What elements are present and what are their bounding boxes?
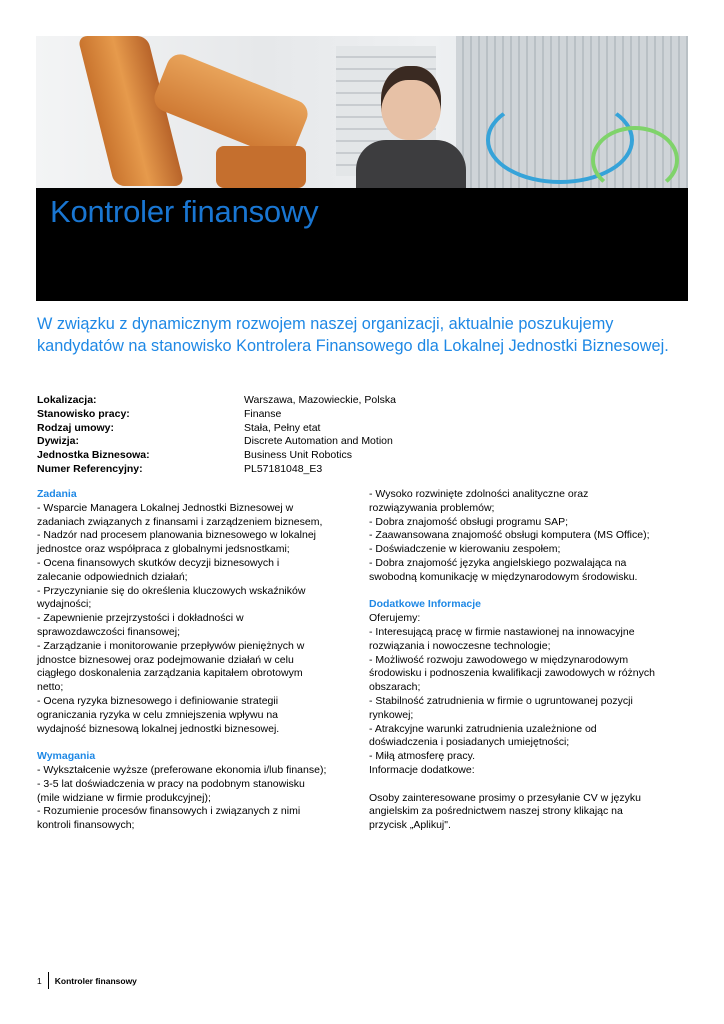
title-banner bbox=[36, 188, 688, 301]
text-line: - Atrakcyjne warunki zatrudnienia uzależnione od bbox=[369, 722, 597, 735]
text-line: sprawozdawczości finansowej; bbox=[37, 625, 180, 638]
text-line: angielskim za pośrednictwem naszej strony klikając na bbox=[369, 805, 623, 818]
text-line: rozwiązania i nowoczesne technologie; bbox=[369, 639, 551, 652]
robot-arm-joint bbox=[216, 146, 306, 188]
text-line: - Interesującą pracę w firmie nastawionej na innowacyjne bbox=[369, 625, 635, 638]
text-line: rozwiązywania problemów; bbox=[369, 501, 495, 514]
engineer-body bbox=[356, 140, 466, 188]
text-line: - Nadzór nad procesem planowania biznesowego w lokalnej bbox=[37, 529, 316, 542]
text-line: przycisk „Aplikuj". bbox=[369, 819, 451, 832]
detail-value: Discrete Automation and Motion bbox=[244, 435, 393, 448]
detail-value: Business Unit Robotics bbox=[244, 449, 352, 462]
footer-title: Kontroler finansowy bbox=[54, 975, 137, 986]
wymagania-list bbox=[37, 764, 349, 833]
text-line: wydajność biznesową lokalnej jednostki biznesowej. bbox=[37, 722, 280, 735]
detail-value: Finanse bbox=[244, 407, 282, 420]
wymagania-continued-list bbox=[369, 488, 689, 585]
detail-row bbox=[37, 463, 677, 477]
text-line: - Doświadczenie w kierowaniu zespołem; bbox=[369, 543, 561, 556]
text-line: (mile widziane w firmie produkcyjnej); bbox=[37, 791, 211, 804]
detail-row bbox=[37, 422, 677, 436]
text-line: - Rozumienie procesów finansowych i związanych z nimi bbox=[37, 805, 301, 818]
footer-divider bbox=[48, 972, 49, 989]
detail-label: Lokalizacja: bbox=[37, 394, 97, 406]
text-line: - Miłą atmosferę pracy. bbox=[369, 750, 475, 763]
text-line: - Stabilność zatrudnienia w firmie o ugruntowanej pozycji bbox=[369, 694, 633, 707]
text-line: - 3-5 lat doświadczenia w pracy na podobnym stanowisku bbox=[37, 777, 305, 790]
left-column bbox=[37, 488, 349, 833]
detail-value: Warszawa, Mazowieckie, Polska bbox=[244, 394, 396, 406]
closing-paragraph bbox=[369, 792, 689, 833]
detail-value: Stała, Pełny etat bbox=[244, 421, 321, 434]
engineer-head bbox=[381, 66, 441, 140]
text-line: jednostce oraz współpraca z globalnymi jedsnostkami; bbox=[37, 543, 290, 556]
text-line: doświadczenia i posiadanych umiejętności; bbox=[369, 736, 570, 749]
detail-value: PL57181048_E3 bbox=[244, 462, 323, 475]
text-line: - Zaawansowana znajomość obsługi komputera (MS Office); bbox=[369, 529, 650, 542]
text-line: - Dobra znajomość języka angielskiego pozwalająca na bbox=[369, 556, 627, 569]
text-line: - Zarządzanie i monitorowanie przepływów pieniężnych w bbox=[37, 639, 305, 652]
text-line: - Dobra znajomość obsługi programu SAP; bbox=[369, 515, 569, 528]
text-line: Osoby zainteresowane prosimy o przesyłanie CV w języku bbox=[369, 791, 641, 804]
text-line: kontroli finansowych; bbox=[37, 819, 135, 832]
page-title: Kontroler finansowy bbox=[50, 194, 319, 229]
text-line: ograniczania ryzyka w celu zmniejszenia wpływu na bbox=[37, 708, 279, 721]
detail-label: Stanowisko pracy: bbox=[37, 407, 130, 420]
text-line: Oferujemy: bbox=[369, 612, 421, 625]
detail-label: Numer Referencyjny: bbox=[37, 462, 143, 475]
text-line: rynkowej; bbox=[369, 708, 414, 721]
text-line: wydajności; bbox=[37, 598, 92, 611]
detail-label: Jednostka Biznesowa: bbox=[37, 449, 150, 462]
intro-paragraph: W związku z dynamicznym rozwojem naszej organizacji, aktualnie poszukujemy kandydatów na stanowisko Kontrolera Finansowego dla Lokalnej Jednostki Biznesowej. bbox=[37, 315, 669, 355]
text-line: netto; bbox=[37, 681, 64, 694]
text-line: - Przyczynianie się do określenia kluczowych wskaźników bbox=[37, 584, 306, 597]
dodatkowe-list bbox=[369, 612, 689, 778]
hero-photo bbox=[36, 36, 688, 188]
zadania-heading: Zadania bbox=[37, 488, 77, 500]
text-line: - Możliwość rozwoju zawodowego w międzynarodowym bbox=[369, 653, 629, 666]
zadania-list bbox=[37, 502, 349, 737]
right-column bbox=[369, 488, 689, 833]
wymagania-heading: Wymagania bbox=[37, 750, 96, 763]
dodatkowe-heading: Dodatkowe Informacje bbox=[369, 598, 482, 611]
detail-row bbox=[37, 449, 677, 463]
text-line: - Zapewnienie przejrzystości i dokładności w bbox=[37, 612, 244, 625]
text-line: - Ocena ryzyka biznesowego i definiowanie strategii bbox=[37, 694, 279, 707]
detail-row bbox=[37, 394, 677, 408]
text-line: obszarach; bbox=[369, 681, 421, 694]
text-line: środowisku i podnoszenia kwalifikacji zawodowych w różnych bbox=[369, 667, 655, 680]
text-line: - Wykształcenie wyższe (preferowane ekonomia i/lub finanse); bbox=[37, 763, 327, 776]
text-line: zalecanie odpowiednich działań; bbox=[37, 570, 188, 583]
text-line: - Wsparcie Managera Lokalnej Jednostki Biznesowej w bbox=[37, 501, 294, 514]
job-details bbox=[37, 394, 677, 477]
text-line: zadaniach związanych z finansami i zarządzeniem biznesem, bbox=[37, 515, 323, 528]
green-cable bbox=[591, 126, 679, 188]
detail-row bbox=[37, 408, 677, 422]
text-line: - Ocena finansowych skutków decyzji biznesowych i bbox=[37, 556, 280, 569]
text-line: ciągłego doskonalenia zarządzania kapitałem obrotowym bbox=[37, 667, 303, 680]
page-number: 1 bbox=[37, 975, 42, 986]
text-line: Informacje dodatkowe: bbox=[369, 763, 475, 776]
detail-label: Rodzaj umowy: bbox=[37, 421, 115, 434]
page-footer bbox=[37, 972, 137, 989]
text-line: jdnostce biznesowej oraz podejmowanie działań w celu bbox=[37, 653, 294, 666]
detail-row bbox=[37, 435, 677, 449]
detail-label: Dywizja: bbox=[37, 435, 80, 448]
text-line: - Wysoko rozwinięte zdolności analityczne oraz bbox=[369, 488, 589, 500]
text-line: swobodną komunikację w międzynarodowym środowisku. bbox=[369, 570, 638, 583]
